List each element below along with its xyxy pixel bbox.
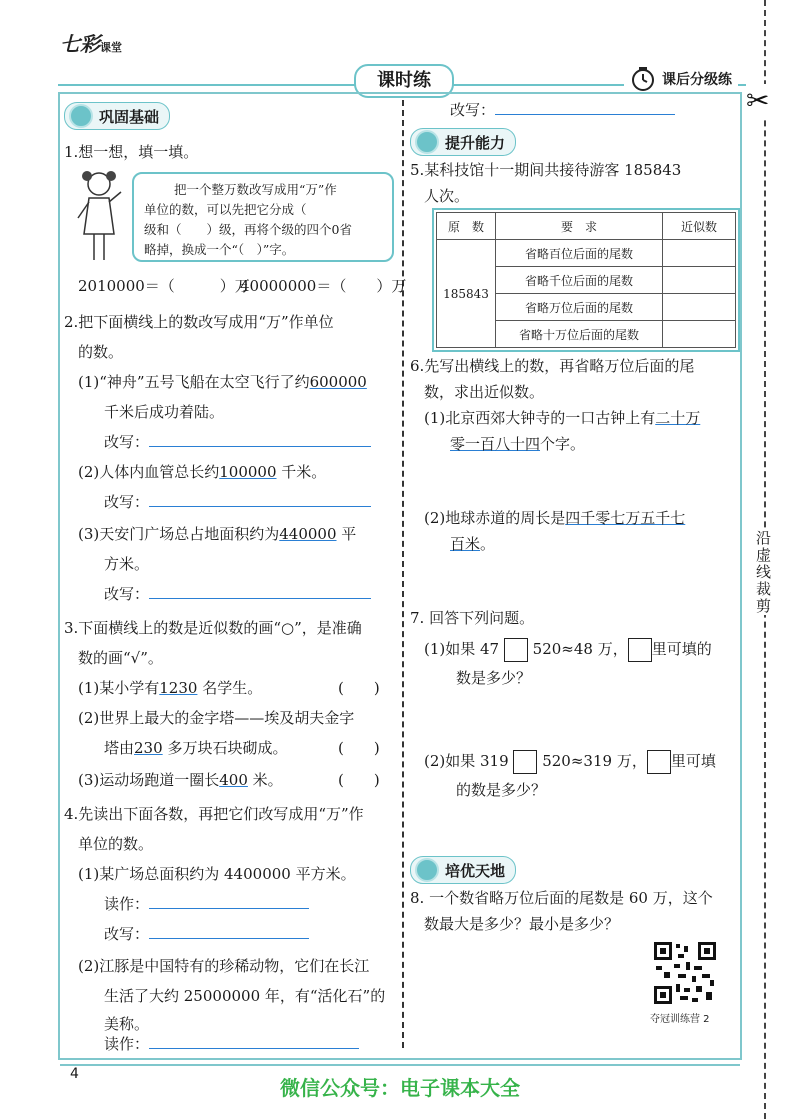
q4-item-2: (2)江豚是中国特有的珍稀动物，它们在长江	[78, 957, 370, 975]
table-header: 原 数	[437, 213, 496, 240]
qr-code-icon[interactable]	[652, 940, 718, 1006]
q4-rewrite-1: 改写：	[104, 924, 309, 944]
answer-line[interactable]	[149, 446, 371, 447]
table-cell-answer[interactable]	[663, 321, 736, 348]
q3-item-3: (3)运动场跑道一圈长400 米。	[78, 771, 283, 789]
q1-title: 1.想一想，填一填。	[64, 143, 199, 161]
table-cell-requirement: 省略十万位后面的尾数	[496, 321, 663, 348]
q4-item-2-end: 美称。	[104, 1015, 150, 1033]
q2-rewrite-3: 改写：	[104, 584, 371, 604]
answer-line[interactable]	[149, 598, 371, 599]
q2-item-3: (3)天安门广场总占地面积约为440000 平	[78, 525, 357, 543]
answer-line[interactable]	[149, 506, 371, 507]
q6-item-1-cont: 零一百八十四个字。	[450, 435, 586, 453]
q4-item-2-cont: 生活了大约 25000000 年，有“活化石”的	[104, 987, 386, 1005]
q6-item-2: (2)地球赤道的周长是四千零七万五千七	[424, 509, 686, 527]
q8-title-cont: 数最大是多少？最小是多少？	[424, 915, 620, 933]
q6-title-cont: 数，求出近似数。	[424, 383, 545, 401]
page-title: 课时练	[354, 64, 454, 98]
table-header-row	[437, 213, 736, 240]
table-row	[437, 240, 736, 267]
section-dot-icon	[415, 130, 439, 154]
section-extend: 培优天地	[410, 856, 516, 884]
q1-fill-b: 40000000＝（ ）万	[240, 277, 407, 295]
answer-line[interactable]	[149, 908, 309, 909]
q5-title-cont: 人次。	[424, 187, 470, 205]
footer-watermark: 微信公众号：电子课本大全	[280, 1076, 520, 1100]
q3-title: 3.下面横线上的数是近似数的画“○”，是准确	[64, 619, 362, 637]
q2-rewrite-2: 改写：	[104, 492, 371, 512]
q2-item-1-cont: 千米后成功着陆。	[104, 403, 225, 421]
q6-item-1: (1)北京西郊大钟寺的一口古钟上有二十万	[424, 409, 701, 427]
q4-title-cont: 单位的数。	[78, 835, 154, 853]
table-header: 近似数	[663, 213, 736, 240]
q3-title-cont: 数的画“√”。	[78, 649, 163, 667]
q3-item-1: (1)某小学有1230 名学生。	[78, 679, 263, 697]
digit-box[interactable]	[504, 638, 528, 662]
q3-item-2: (2)世界上最大的金字塔——埃及胡夫金字	[78, 709, 355, 727]
q7-item-2-cont: 的数是多少？	[456, 781, 547, 799]
footer-rule	[60, 1064, 740, 1066]
q3-answer-3[interactable]: ( )	[338, 771, 380, 789]
table-header: 要 求	[496, 213, 663, 240]
q4-title: 4.先读出下面各数，再把它们改写成用“万”作	[64, 805, 364, 823]
q4-rewrite-2: 改写：	[450, 100, 675, 120]
approx-table	[436, 212, 736, 348]
q3-item-2-cont: 塔由230 多万块石块砌成。	[104, 739, 288, 757]
q2-title-cont: 的数。	[78, 343, 124, 361]
tier-label: 课后分级练	[624, 62, 738, 96]
girl-illustration-icon	[74, 168, 124, 266]
q7-title: 7. 回答下列问题。	[410, 609, 535, 627]
digit-box[interactable]	[628, 638, 652, 662]
q2-title: 2.把下面横线上的数改写成用“万”作单位	[64, 313, 334, 331]
section-basic: 巩固基础	[64, 102, 170, 130]
table-cell-answer[interactable]	[663, 267, 736, 294]
approx-table-frame	[432, 208, 740, 352]
cut-instruction: 沿虚线裁剪	[750, 530, 774, 615]
digit-box[interactable]	[513, 750, 537, 774]
table-cell-answer[interactable]	[663, 240, 736, 267]
table-cell-number: 185843	[437, 240, 496, 348]
digit-box[interactable]	[647, 750, 671, 774]
q7-item-2: (2)如果 319 520≈319 万， 里可填	[424, 750, 716, 774]
page-number: 4	[70, 1066, 79, 1082]
q2-item-3-cont: 方米。	[104, 555, 150, 573]
answer-line[interactable]	[149, 938, 309, 939]
hint-callout: 把一个整万数改写成用“万”作 单位的数，可以先把它分成（ 级和（ ）级，再将个级的四个0省 略掉，换成一个“（ ）”字。	[132, 172, 394, 262]
q7-item-1: (1)如果 47 520≈48 万， 里可填的	[424, 638, 712, 662]
column-divider	[402, 100, 404, 1048]
q4-read-1: 读作：	[104, 894, 309, 914]
qr-caption: 夺冠训练营 2	[650, 1014, 710, 1025]
q4-read-2: 读作：	[104, 1034, 359, 1054]
q4-item-1: (1)某广场总面积约为 4400000 平方米。	[78, 865, 356, 883]
answer-line[interactable]	[149, 1048, 359, 1049]
section-advance: 提升能力	[410, 128, 516, 156]
q6-item-2-cont: 百米。	[450, 535, 496, 553]
q8-title: 8. 一个数省略万位后面的尾数是 60 万，这个	[410, 889, 713, 907]
q1-fill-a: 2010000＝（ ）万	[78, 277, 250, 295]
q2-rewrite-1: 改写：	[104, 432, 371, 452]
q5-title: 5.某科技馆十一期间共接待游客 185843	[410, 161, 682, 179]
section-dot-icon	[415, 858, 439, 882]
q7-item-1-cont: 数是多少？	[456, 669, 532, 687]
table-cell-requirement: 省略千位后面的尾数	[496, 267, 663, 294]
clock-icon	[630, 66, 656, 92]
section-dot-icon	[69, 104, 93, 128]
table-cell-requirement: 省略百位后面的尾数	[496, 240, 663, 267]
answer-line[interactable]	[495, 114, 675, 115]
q2-item-1: (1)“神舟”五号飞船在太空飞行了约600000	[78, 373, 367, 391]
q6-title: 6.先写出横线上的数，再省略万位后面的尾	[410, 357, 695, 375]
q2-item-2: (2)人体内血管总长约100000 千米。	[78, 463, 327, 481]
brand-logo: 七彩课堂	[60, 32, 122, 56]
q3-answer-2[interactable]: ( )	[338, 739, 380, 757]
table-cell-answer[interactable]	[663, 294, 736, 321]
table-cell-requirement: 省略万位后面的尾数	[496, 294, 663, 321]
scissors-icon: ✂	[746, 84, 770, 117]
q3-answer-1[interactable]: ( )	[338, 679, 380, 697]
